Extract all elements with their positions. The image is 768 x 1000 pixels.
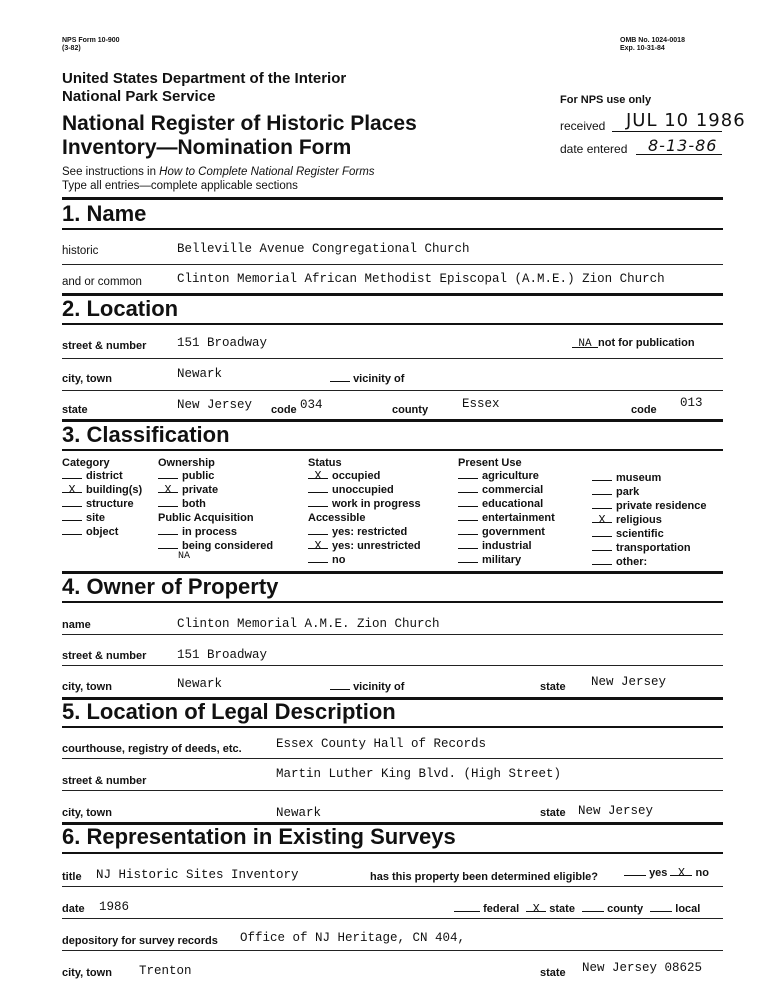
owner-city-value: Newark bbox=[177, 677, 223, 691]
checkbox-item bbox=[158, 469, 273, 483]
received-underline bbox=[612, 131, 722, 132]
present-use-title: Present Use bbox=[458, 457, 522, 469]
county-code-value: 013 bbox=[680, 396, 703, 410]
checkbox-item bbox=[62, 525, 142, 539]
checkbox-item bbox=[458, 469, 555, 483]
checkbox-item bbox=[592, 513, 707, 527]
checkbox-item bbox=[158, 497, 273, 511]
state-level-mark: X bbox=[526, 902, 546, 912]
owner-state-label: state bbox=[540, 681, 566, 693]
survey-state-label: state bbox=[540, 967, 566, 979]
historic-line bbox=[62, 264, 723, 265]
check-blank bbox=[158, 539, 178, 549]
checkbox-item bbox=[592, 555, 707, 569]
check-blank bbox=[458, 553, 478, 563]
nps-use-only: For NPS use only bbox=[560, 94, 652, 106]
section5-rule-bottom bbox=[62, 726, 723, 728]
checkbox-label: yes: unrestricted bbox=[332, 540, 421, 552]
survey-date-line bbox=[62, 918, 723, 919]
form-revision: (3-82) bbox=[62, 45, 81, 52]
checkbox-label: industrial bbox=[482, 540, 532, 552]
checkbox-item bbox=[158, 539, 273, 553]
depository-line bbox=[62, 950, 723, 951]
owner-name-value: Clinton Memorial A.M.E. Zion Church bbox=[177, 617, 440, 631]
courthouse-label: courthouse, registry of deeds, etc. bbox=[62, 743, 242, 755]
survey-city-label: city, town bbox=[62, 967, 112, 979]
checkbox-label: work in progress bbox=[332, 498, 421, 510]
section3-rule-bottom bbox=[62, 449, 723, 451]
owner-street-line bbox=[62, 665, 723, 666]
historic-value: Belleville Avenue Congregational Church bbox=[177, 242, 470, 256]
checkbox-item bbox=[592, 485, 707, 499]
ownership-column bbox=[158, 457, 274, 562]
check-blank bbox=[308, 483, 328, 493]
present-use-column bbox=[458, 457, 555, 567]
checkbox-label: government bbox=[482, 526, 545, 538]
checkbox-item bbox=[458, 511, 555, 525]
city-label: city, town bbox=[62, 373, 112, 385]
owner-vicinity-field: vicinity of bbox=[330, 681, 404, 693]
checkbox-label: public bbox=[182, 470, 215, 482]
legal-state-value: New Jersey bbox=[578, 804, 654, 818]
checkbox-item bbox=[62, 511, 142, 525]
section2-heading: 2. Location bbox=[62, 296, 179, 321]
checkbox-label: other: bbox=[616, 556, 648, 568]
accessible-title: Accessible bbox=[308, 512, 366, 524]
survey-level-choices: federal X state county local bbox=[454, 902, 700, 915]
vicinity-field: vicinity of bbox=[330, 373, 404, 385]
check-blank: X bbox=[592, 513, 612, 523]
section1-rule bbox=[62, 197, 723, 200]
checkbox-item bbox=[62, 469, 142, 483]
received-stamp: JUL 10 1986 bbox=[626, 110, 746, 131]
checkbox-label: both bbox=[182, 498, 206, 510]
check-blank bbox=[308, 553, 328, 563]
survey-title-value: NJ Historic Sites Inventory bbox=[96, 868, 299, 882]
not-pub-mark: NA bbox=[572, 338, 598, 348]
common-label: and or common bbox=[62, 276, 142, 288]
check-blank: X bbox=[62, 483, 82, 493]
eligible-yes-blank bbox=[624, 866, 646, 876]
checkbox-item bbox=[458, 553, 555, 567]
form-title-line1: National Register of Historic Places bbox=[62, 112, 417, 135]
checkbox-item bbox=[458, 483, 555, 497]
survey-date-value: 1986 bbox=[99, 900, 130, 914]
courthouse-value: Essex County Hall of Records bbox=[276, 737, 487, 751]
street-label: street & number bbox=[62, 340, 147, 352]
checkbox-label: object bbox=[86, 526, 119, 538]
omb-expiration: Exp. 10-31-84 bbox=[620, 45, 665, 52]
not-pub-label: not for publication bbox=[598, 337, 695, 349]
city-line bbox=[62, 390, 723, 391]
checkbox-item bbox=[308, 483, 421, 497]
category-column bbox=[62, 457, 142, 539]
survey-city-value: Trenton bbox=[139, 964, 192, 978]
department-name: United States Department of the Interior bbox=[62, 70, 347, 87]
check-blank bbox=[308, 525, 328, 535]
check-blank bbox=[62, 525, 82, 535]
legal-street-value: Martin Luther King Blvd. (High Street) bbox=[276, 767, 562, 781]
section1-rule-bottom bbox=[62, 228, 723, 230]
ownership-title: Ownership bbox=[158, 457, 215, 469]
depository-value: Office of NJ Heritage, CN 404, bbox=[240, 931, 466, 945]
county-value: Essex bbox=[462, 397, 500, 411]
checkbox-label: park bbox=[616, 486, 640, 498]
checkbox-item bbox=[308, 553, 421, 567]
checkbox-item bbox=[592, 499, 707, 513]
checkbox-label: scientific bbox=[616, 528, 664, 540]
courthouse-line bbox=[62, 758, 723, 759]
instructions-line: See instructions in How to Complete National Register Forms bbox=[62, 166, 375, 178]
received-label: received bbox=[560, 119, 606, 133]
check-blank bbox=[158, 525, 178, 535]
check-blank bbox=[62, 469, 82, 479]
survey-title-line bbox=[62, 886, 723, 887]
street-value: 151 Broadway bbox=[177, 336, 268, 350]
check-blank bbox=[592, 527, 612, 537]
checkbox-item bbox=[592, 471, 707, 485]
checkbox-label: being considered bbox=[182, 540, 274, 552]
checkbox-label: in process bbox=[182, 526, 238, 538]
check-blank bbox=[308, 497, 328, 507]
checkbox-item bbox=[308, 497, 421, 511]
checkbox-label: district bbox=[86, 470, 123, 482]
not-for-publication bbox=[572, 333, 695, 351]
checkbox-item bbox=[308, 525, 421, 539]
legal-city-value: Newark bbox=[276, 806, 322, 820]
check-blank bbox=[158, 497, 178, 507]
form-number: NPS Form 10-900 bbox=[62, 37, 120, 44]
checkbox-label: transportation bbox=[616, 542, 691, 554]
check-blank bbox=[592, 541, 612, 551]
check-blank bbox=[458, 469, 478, 479]
checkbox-label: religious bbox=[616, 514, 662, 526]
state-value: New Jersey bbox=[177, 398, 253, 412]
check-blank: X bbox=[158, 483, 178, 493]
public-acquisition-title: Public Acquisition bbox=[158, 512, 254, 524]
section6-heading: 6. Representation in Existing Surveys bbox=[62, 824, 456, 849]
checkbox-item bbox=[308, 469, 421, 483]
checkbox-label: military bbox=[482, 554, 522, 566]
checkbox-item bbox=[62, 497, 142, 511]
section2-rule-bottom bbox=[62, 323, 723, 325]
checkbox-label: no bbox=[332, 554, 346, 566]
checkbox-label: museum bbox=[616, 472, 662, 484]
owner-street-label: street & number bbox=[62, 650, 147, 662]
category-title: Category bbox=[62, 457, 110, 469]
checkbox-item bbox=[458, 525, 555, 539]
legal-state-label: state bbox=[540, 807, 566, 819]
owner-street-value: 151 Broadway bbox=[177, 648, 268, 662]
check-blank: X bbox=[308, 469, 328, 479]
checkbox-label: private residence bbox=[616, 500, 707, 512]
check-blank bbox=[592, 499, 612, 509]
street-line bbox=[62, 358, 723, 359]
checkbox-label: agriculture bbox=[482, 470, 539, 482]
date-entered-handwritten: 8-13-86 bbox=[648, 136, 718, 155]
owner-name-line bbox=[62, 634, 723, 635]
depository-label: depository for survey records bbox=[62, 935, 218, 947]
common-value: Clinton Memorial African Methodist Episcopal (A.M.E.) Zion Church bbox=[177, 272, 665, 286]
checkbox-item bbox=[62, 483, 142, 497]
acquisition-na-note: NA bbox=[178, 551, 191, 562]
checkbox-label: yes: restricted bbox=[332, 526, 408, 538]
section4-heading: 4. Owner of Property bbox=[62, 574, 279, 599]
owner-state-value: New Jersey bbox=[591, 675, 667, 689]
status-column bbox=[308, 457, 421, 567]
checkbox-label: site bbox=[86, 512, 105, 524]
check-blank bbox=[158, 469, 178, 479]
county-label: county bbox=[392, 404, 429, 416]
check-blank bbox=[62, 511, 82, 521]
check-blank bbox=[458, 483, 478, 493]
section3-heading: 3. Classification bbox=[62, 422, 230, 447]
checkbox-label: private bbox=[182, 484, 219, 496]
eligible-choices: yes X no bbox=[624, 866, 709, 879]
section6-rule-bottom bbox=[62, 852, 723, 854]
check-blank bbox=[62, 497, 82, 507]
checkbox-label: occupied bbox=[332, 470, 381, 482]
county-code-label: code bbox=[631, 404, 657, 416]
city-value: Newark bbox=[177, 367, 223, 381]
check-blank bbox=[458, 525, 478, 535]
checkbox-item bbox=[158, 525, 273, 539]
checkbox-label: entertainment bbox=[482, 512, 555, 524]
service-name: National Park Service bbox=[62, 88, 216, 105]
check-blank: X bbox=[308, 539, 328, 549]
check-blank bbox=[592, 555, 612, 565]
check-blank bbox=[458, 539, 478, 549]
checkbox-label: structure bbox=[86, 498, 134, 510]
checkbox-item bbox=[592, 541, 707, 555]
checkbox-label: commercial bbox=[482, 484, 544, 496]
present-use-column-2 bbox=[592, 471, 707, 569]
section1-heading: 1. Name bbox=[62, 201, 147, 226]
state-code-value: 034 bbox=[300, 398, 323, 412]
checkbox-label: building(s) bbox=[86, 484, 143, 496]
type-instructions: Type all entries—complete applicable sections bbox=[62, 180, 298, 192]
section4-rule-bottom bbox=[62, 601, 723, 603]
checkbox-item bbox=[308, 539, 421, 553]
eligible-label: has this property been determined eligible? bbox=[370, 871, 598, 883]
check-blank bbox=[592, 485, 612, 495]
section5-heading: 5. Location of Legal Description bbox=[62, 699, 396, 724]
legal-street-label: street & number bbox=[62, 775, 147, 787]
check-blank bbox=[458, 497, 478, 507]
owner-city-label: city, town bbox=[62, 681, 112, 693]
historic-label: historic bbox=[62, 245, 99, 257]
eligible-no-mark: X bbox=[670, 866, 692, 876]
survey-date-label: date bbox=[62, 903, 85, 915]
legal-street-line bbox=[62, 790, 723, 791]
checkbox-label: educational bbox=[482, 498, 544, 510]
state-label: state bbox=[62, 404, 88, 416]
survey-state-value: New Jersey 08625 bbox=[582, 961, 703, 975]
owner-name-label: name bbox=[62, 619, 91, 631]
checkbox-item bbox=[458, 539, 555, 553]
form-title-line2: Inventory—Nomination Form bbox=[62, 136, 352, 159]
checkbox-item bbox=[592, 527, 707, 541]
checkbox-item bbox=[158, 483, 273, 497]
check-blank bbox=[458, 511, 478, 521]
checkbox-label: unoccupied bbox=[332, 484, 394, 496]
state-code-label: code bbox=[271, 404, 297, 416]
status-title: Status bbox=[308, 457, 342, 469]
checkbox-item bbox=[458, 497, 555, 511]
omb-number: OMB No. 1024-0018 bbox=[620, 37, 685, 44]
legal-city-label: city, town bbox=[62, 807, 112, 819]
survey-title-label: title bbox=[62, 871, 82, 883]
check-blank bbox=[592, 471, 612, 481]
date-entered-label: date entered bbox=[560, 142, 628, 156]
